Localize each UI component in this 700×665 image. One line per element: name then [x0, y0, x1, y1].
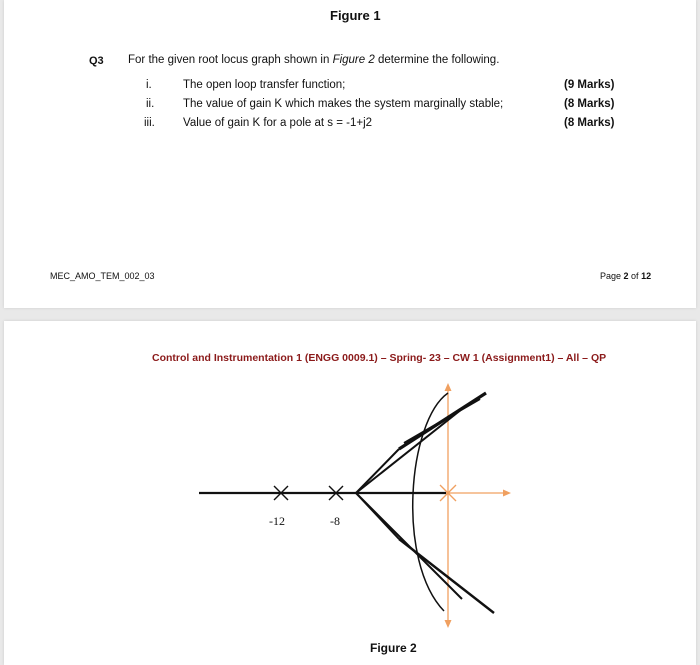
pole-label-minus-12: -12 [269, 514, 285, 528]
item-2-marks: (8 Marks) [564, 98, 615, 110]
locus-lower-segment [356, 493, 399, 539]
pole-label-minus-8: -8 [330, 514, 340, 528]
item-3-number: iii. [144, 117, 155, 129]
document-page-1 [4, 0, 696, 308]
item-2-number: ii. [146, 98, 155, 110]
overlay-arrowhead-up [445, 383, 452, 391]
document-page-2 [4, 321, 696, 665]
root-locus-diagram [4, 321, 696, 665]
item-3-marks: (8 Marks) [564, 117, 615, 129]
overlay-arrowhead-down [445, 620, 452, 628]
overlay-arrowhead-right [503, 490, 511, 497]
item-3-text: Value of gain K for a pole at s = -1+j2 [183, 117, 373, 129]
item-1-number: i. [146, 79, 152, 91]
figure-1-title: Figure 1 [330, 8, 381, 23]
footer-document-code: MEC_AMO_TEM_002_03 [50, 271, 155, 281]
page-number: Page 2 of 12 [600, 271, 652, 281]
locus-branches [199, 393, 494, 613]
asymptote-upper [356, 409, 462, 493]
item-2-text: The value of gain K which makes the system marginally stable; [183, 98, 504, 110]
locus-upper-branch-edge [404, 399, 480, 443]
figure-2-caption: Figure 2 [370, 641, 417, 655]
locus-lower-branch [399, 539, 494, 613]
question-number: Q3 [89, 55, 104, 67]
course-header: Control and Instrumentation 1 (ENGG 0009.1) – Spring- 23 – CW 1 (Assignment1) – All – QP [152, 352, 607, 364]
axis-overlay [359, 383, 511, 628]
item-1-marks: (9 Marks) [564, 79, 615, 91]
locus-upper-segment [356, 449, 399, 493]
question-text: For the given root locus graph shown in Figure 2 determine the following. [128, 54, 500, 66]
figure-reference: Figure 2 [332, 54, 375, 66]
item-1-text: The open loop transfer function; [183, 79, 346, 91]
